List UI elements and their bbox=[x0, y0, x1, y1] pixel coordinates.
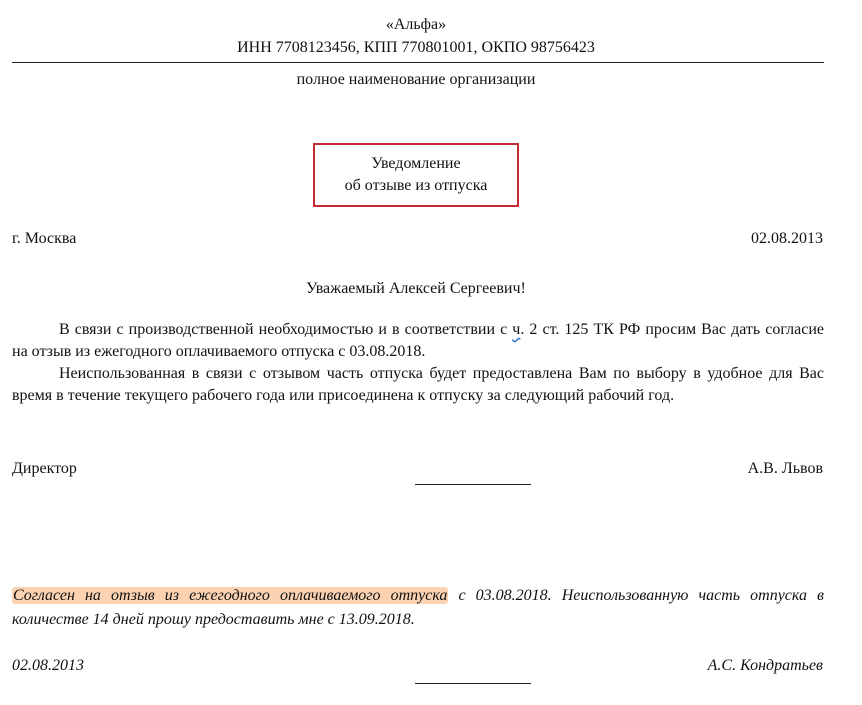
consent-statement bbox=[12, 584, 824, 632]
director-signature-line bbox=[415, 484, 531, 485]
greeting: Уважаемый Алексей Сергеевич! bbox=[306, 280, 526, 297]
notice-body bbox=[12, 319, 824, 407]
document-title-line-1: Уведомление bbox=[371, 155, 461, 172]
organization-caption: полное наименование организации bbox=[296, 71, 536, 88]
employee-signature-line bbox=[415, 683, 531, 684]
city: г. Москва bbox=[12, 230, 77, 247]
header-divider bbox=[12, 62, 824, 63]
consent-date: 02.08.2013 bbox=[12, 657, 84, 674]
paragraph-1-start: В связи с производственной необходимостью и в соответствии с bbox=[59, 321, 513, 338]
document-title-box bbox=[313, 143, 519, 207]
document-date: 02.08.2013 bbox=[751, 230, 823, 247]
signer-name: А.В. Львов bbox=[747, 460, 823, 477]
consent-rest-text: с 03.08.2018. Неиспользованную часть отпуска в количестве 14 дней прошу предоставить мне с 13.09.2018. bbox=[12, 587, 825, 628]
organization-identifiers: ИНН 7708123456, КПП 770801001, ОКПО 98756423 bbox=[237, 39, 595, 56]
notice-paragraph-2: Неиспользованная в связи с отзывом часть отпуска будет предоставлена Вам по выбору в удобное для Вас время в течение текущего рабочего года или присоединена к отпуску за следующий рабочий год. bbox=[12, 365, 824, 404]
employee-name: А.С. Кондратьев bbox=[707, 657, 823, 674]
spellcheck-marked-word: ч bbox=[512, 321, 521, 338]
consent-highlighted-text: Согласен на отзыв из ежегодного оплачиваемого отпуска bbox=[13, 587, 448, 604]
document-title-line-2: об отзыве из отпуска bbox=[344, 177, 488, 194]
organization-name: «Альфа» bbox=[385, 16, 447, 33]
notice-paragraph-1 bbox=[12, 319, 824, 363]
paragraph-1-end: . 2 ст. 125 ТК РФ просим Вас дать согласие на отзыв из ежегодного оплачиваемого отпуска с 03.08.2018. bbox=[12, 321, 824, 360]
signer-role: Директор bbox=[12, 460, 77, 477]
